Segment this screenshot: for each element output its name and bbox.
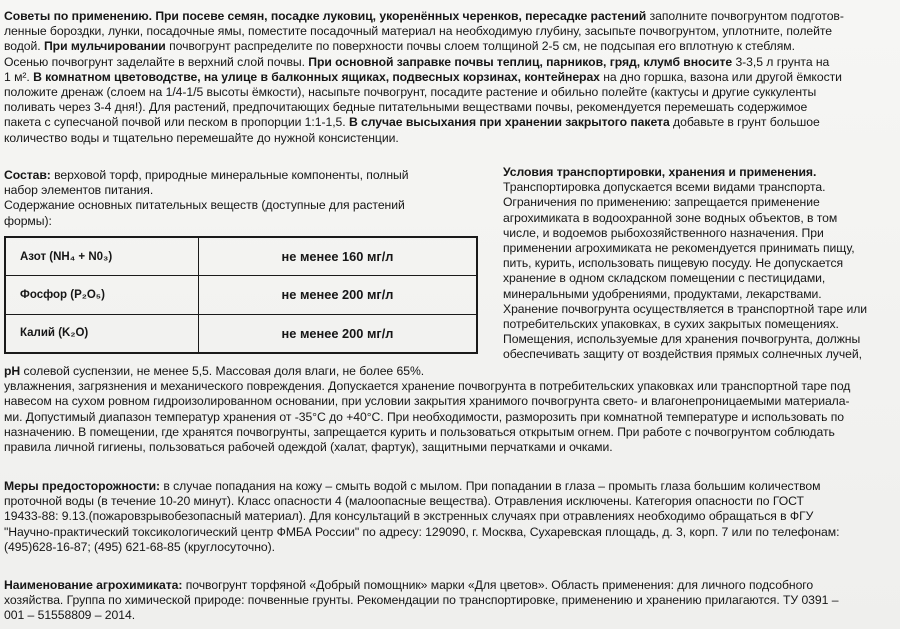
bold-text: В случае высыхания при хранении закрытого пакета xyxy=(348,115,670,130)
text-line xyxy=(4,168,474,183)
text-run: 001 – 51558809 – 2014. xyxy=(4,608,136,623)
text-run: добавьте в грунт большое xyxy=(669,115,820,130)
text-line xyxy=(503,287,893,302)
text-run: 19433-88: 9.13.(пожаровзрывобезопасный материал). Для консультаций в экстренных случаях при отравлениях необходимо обращаться в ФГУ xyxy=(4,509,814,524)
transport-conditions-section xyxy=(503,165,893,363)
text-line xyxy=(4,24,894,39)
text-line xyxy=(4,525,894,540)
bold-text: В комнатном цветоводстве, на улице в балконных ящиках, подвесных корзинах, контейнерах xyxy=(33,69,600,84)
text-line xyxy=(4,85,894,100)
bold-text: Советы по применению. При посеве семян, посадке луковиц, укоренённых черенков, пересадке растений xyxy=(4,9,647,23)
product-name-section xyxy=(4,578,894,624)
text-run: Хранение почвогрунта осуществляется в транспортной таре или xyxy=(503,301,868,316)
text-line xyxy=(4,364,894,379)
text-line xyxy=(4,593,894,608)
text-line xyxy=(503,195,893,210)
text-run: положите дренаж (слоем на 1/4-1/5 высоты ёмкости), насыпьте почвогрунт, посадите растение и обильно полейте (кактусы и другие суккуленты xyxy=(4,85,817,100)
text-line xyxy=(4,115,894,130)
nutrient-name: Азот (NH₄ + N0₃) xyxy=(5,237,199,276)
bold-text: При основной заправке почвы теплиц, парников, гряд, клумб вносите xyxy=(308,54,733,69)
text-line xyxy=(503,271,893,286)
bold-text: Наименование агрохимиката: xyxy=(4,578,183,592)
text-line xyxy=(4,39,894,54)
text-line xyxy=(4,479,894,494)
text-run: пить, курить, использовать пищевую посуду. Не допускается xyxy=(503,256,844,271)
bold-text: Состав: xyxy=(4,168,51,182)
text-line xyxy=(4,70,894,85)
text-line xyxy=(503,347,893,362)
text-line xyxy=(503,165,893,180)
text-line xyxy=(4,394,894,409)
text-run: ми. Допустимый диапазон температур хранения от -35°С до +40°С. При необходимости, разморозить при комнатной температуре и использовать по xyxy=(4,409,845,424)
bold-text: Условия транспортировки, хранения и применения. xyxy=(503,165,817,179)
text-run: Помещения, используемые для хранения почвогрунта, должны xyxy=(503,332,861,347)
text-line xyxy=(4,183,474,198)
text-run: 1 м². xyxy=(4,69,34,84)
text-run: минеральными удобрениями, продуктами, лекарствами. xyxy=(503,286,822,301)
text-run: Осенью почвогрунт заделайте в верхний слой почвы. xyxy=(4,54,309,69)
text-run: набор элементов питания. xyxy=(4,183,154,198)
bold-text: Меры предосторожности: xyxy=(4,479,161,493)
text-run: почвогрунт распределите по поверхности почвы слоем толщиной 2-5 см, не подсыпая его вплотную к стеблям. xyxy=(165,39,795,54)
text-run: числе, и водоемов рыбохозяйственного назначения. При xyxy=(503,225,824,240)
text-line xyxy=(4,608,894,623)
text-line xyxy=(503,302,893,317)
text-run: обеспечивать защиту от воздействия прямых солнечных лучей, xyxy=(503,347,862,362)
text-run: увлажнения, загрязнения и механического повреждения. Допускается хранение почвогрунта в потребительских упаковках или транспортной таре под xyxy=(4,379,851,394)
text-line xyxy=(503,180,893,195)
text-line xyxy=(503,332,893,347)
text-run: назначению. В помещении, где хранятся почвогрунты, запрещается курить и пользоваться открытым огнем. При работе с почвогрунтом соблюдать xyxy=(4,424,835,439)
table-row xyxy=(5,314,477,353)
text-run: хранение в одном складском помещении с пестицидами, xyxy=(503,271,826,286)
text-run: Ограничения по применению: запрещается применение xyxy=(503,195,820,210)
text-run: агрохимиката в водоохранной зоне водных объектов, в том xyxy=(503,210,838,225)
nutrient-value: не менее 200 мг/л xyxy=(199,314,478,353)
text-run: почвогрунт торфяной «Добрый помощник» марки «Для цветов». Область применения: для личного подсобного xyxy=(182,578,814,592)
bold-text: При мульчировании xyxy=(43,39,166,54)
text-run: правила личной гигиены, пользоваться рабочей одеждой (халат, фартук), защитными перчатками и очками. xyxy=(4,440,613,455)
text-line xyxy=(4,440,894,455)
table-row xyxy=(5,276,477,314)
text-run: ленные бороздки, лунки, посадочные ямы, поместите посадочный материал на необходимую глубину, засыпьте почвогрунтом, уплотните, полейте xyxy=(4,24,833,39)
text-run: Транспортировка допускается всеми видами транспорта. xyxy=(503,180,826,195)
text-line xyxy=(503,226,893,241)
text-line xyxy=(4,540,894,555)
text-line xyxy=(4,198,474,213)
precautions-section xyxy=(4,479,894,555)
bold-text: pH xyxy=(4,364,21,378)
text-run: количество воды и тщательно перемешайте до нужной консистенции. xyxy=(4,130,399,145)
text-run: водой. xyxy=(4,39,44,54)
text-run: проточной воды (в течение 10-20 минут). Класс опасности 4 (малоопасные вещества). Отравления исключены. Категория опасности по ГОСТ xyxy=(4,494,804,509)
text-line xyxy=(4,379,894,394)
text-run: в случае попадания на кожу – смыть водой с мылом. При попадании в глаза – промыть глаза большим количеством xyxy=(160,479,821,493)
text-run: Содержание основных питательных веществ (доступные для растений xyxy=(4,198,405,213)
text-run: навесом на сухом ровном гидроизолированном основании, при условии закрытия хранимого почвогрунта свето- и влагонепроницаемыми материала- xyxy=(4,394,850,409)
text-run: солевой суспензии, не менее 5,5. Массовая доля влаги, не более 65%. xyxy=(20,364,425,378)
nutrient-name: Фосфор (P₂O₅) xyxy=(5,276,199,314)
text-run: на дно горшка, вазона или другой ёмкости xyxy=(599,69,842,84)
text-line xyxy=(503,211,893,226)
text-line xyxy=(503,256,893,271)
text-run: хозяйства. Группа по химической природе: почвенные грунты. Рекомендации по транспортировке, применению и хранению прилагаются. ТУ 0391 – xyxy=(4,593,839,608)
text-line xyxy=(4,214,474,229)
nutrient-value: не менее 200 мг/л xyxy=(199,276,478,314)
text-line xyxy=(4,509,894,524)
text-run: пакета с супесчаной почвой или песком в пропорции 1:1-1,5. xyxy=(4,115,349,130)
text-run: заполните почвогрунтом подготов- xyxy=(646,9,844,23)
text-run: (495)628-16-87; (495) 621-68-85 (круглосуточно). xyxy=(4,539,275,554)
text-run: поливать через 3-4 дня!). Для растений, предпочитающих бедные питательными веществами почвы, рекомендуется перемешать содержимое xyxy=(4,100,808,115)
nutrient-table xyxy=(4,236,478,354)
text-line xyxy=(4,494,894,509)
text-line xyxy=(4,410,894,425)
text-line xyxy=(4,55,894,70)
text-line xyxy=(503,317,893,332)
nutrient-name: Калий (K₂O) xyxy=(5,314,199,353)
usage-tips-section xyxy=(4,9,894,146)
text-run: "Научно-практический токсикологический центр ФМБА России" по адресу: 129090, г. Москва, Сухаревская площадь, д. 3, корп. 7 или по телефонам: xyxy=(4,524,840,539)
text-line xyxy=(4,578,894,593)
text-line xyxy=(503,241,893,256)
storage-section xyxy=(4,364,894,455)
nutrient-value: не менее 160 мг/л xyxy=(199,237,478,276)
text-run: формы): xyxy=(4,213,52,228)
text-run: применении агрохимиката не рекомендуется принимать пищу, xyxy=(503,241,855,256)
text-run: 3-3,5 л грунта на xyxy=(732,54,830,69)
text-line xyxy=(4,9,894,24)
text-run: потребительских упаковках, в сухих закрытых помещениях. xyxy=(503,317,839,332)
table-row xyxy=(5,237,477,276)
text-line xyxy=(4,100,894,115)
composition-section xyxy=(4,168,474,229)
text-line xyxy=(4,131,894,146)
text-line xyxy=(4,425,894,440)
text-run: верховой торф, природные минеральные компоненты, полный xyxy=(50,168,409,182)
